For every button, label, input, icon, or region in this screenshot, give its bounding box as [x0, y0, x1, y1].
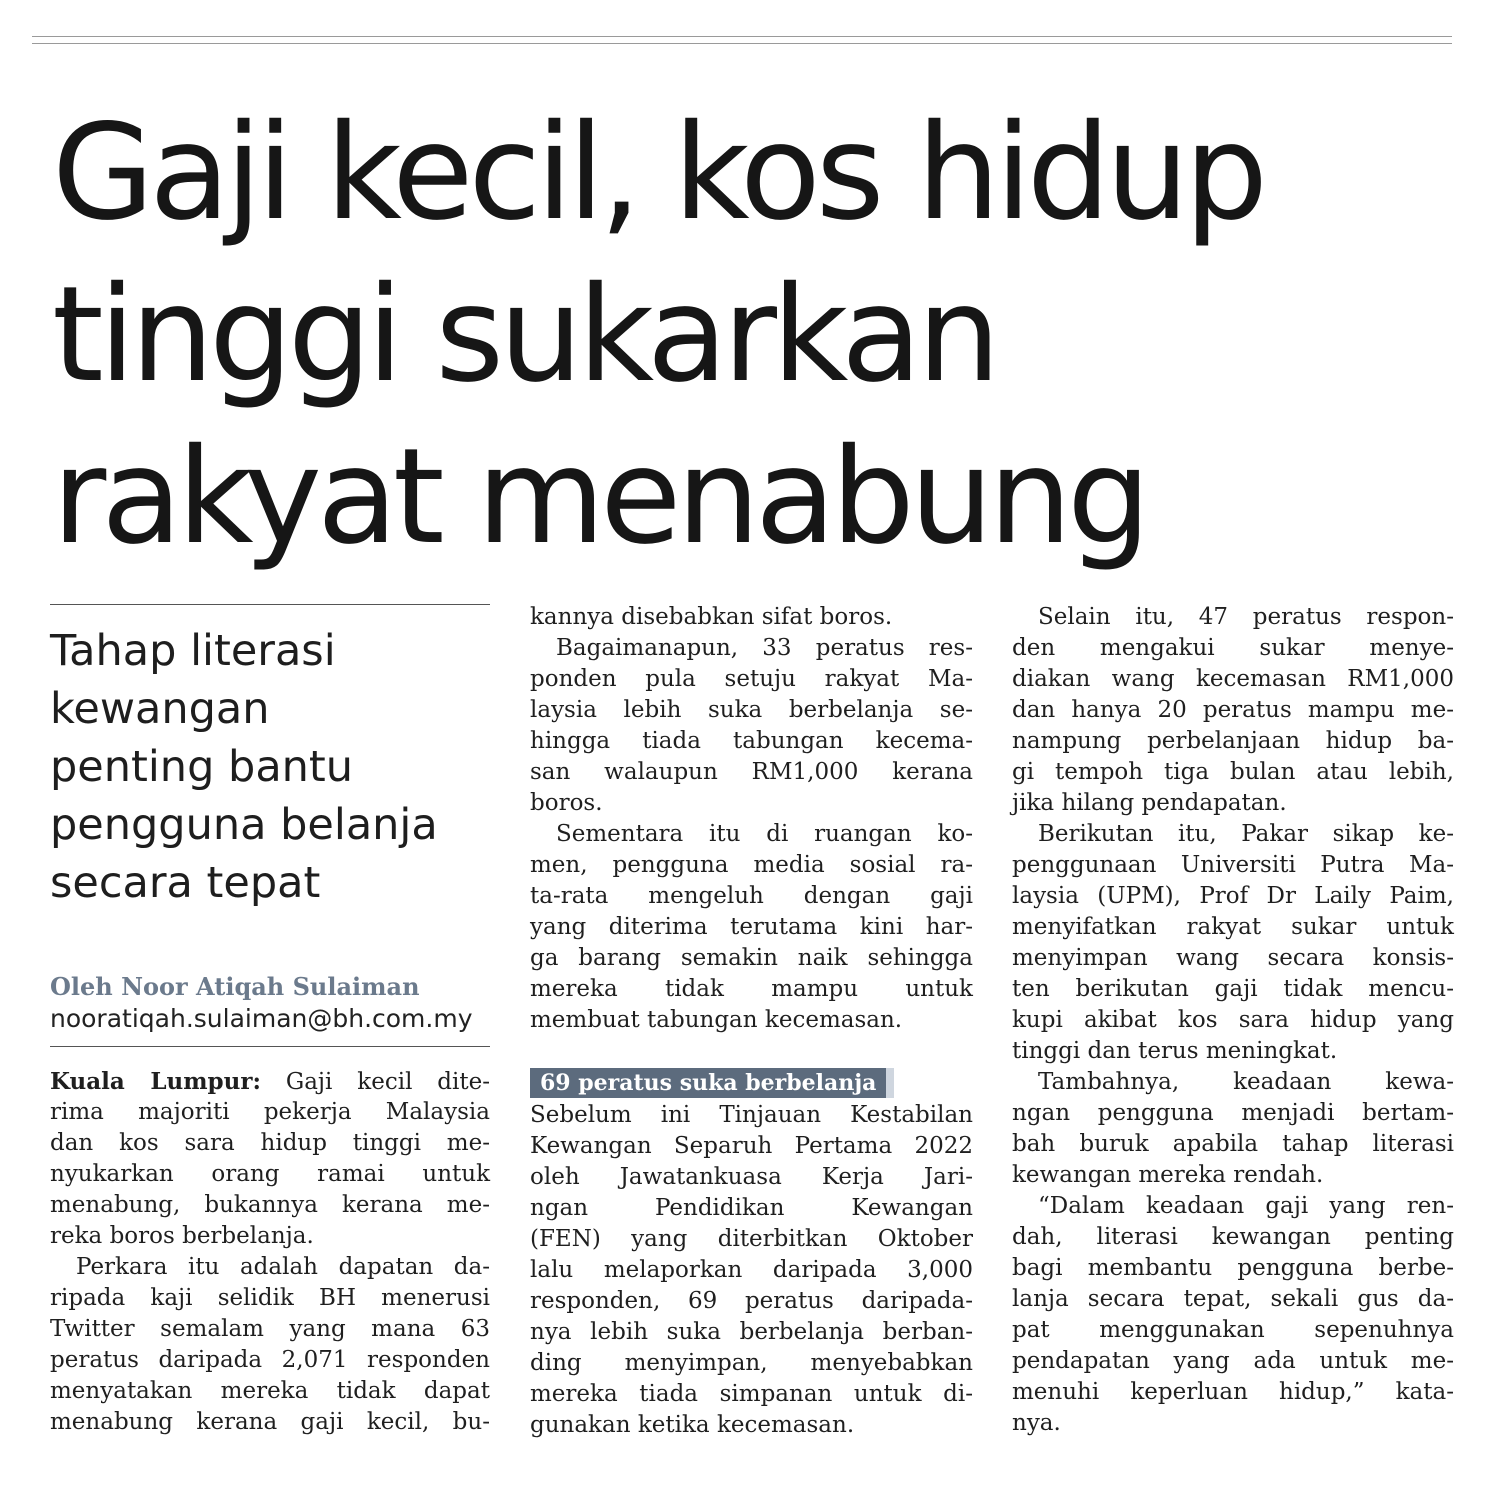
body-line: “Dalam keadaan gaji yang ren-	[1038, 1193, 1454, 1219]
body-line: ngan Pendidikan Kewangan	[530, 1195, 973, 1221]
body-line: reka boros berbelanja.	[50, 1223, 314, 1249]
body-line: mereka tidak mampu untuk	[530, 976, 973, 1002]
body-line: (FEN) yang diterbitkan Oktober	[530, 1226, 973, 1252]
body-line: hingga tiada tabungan kecema-	[530, 728, 973, 754]
body-column-3	[1012, 602, 1454, 1439]
body-line: Bagaimanapun, 33 peratus res-	[556, 635, 973, 661]
body-line: lalu melaporkan daripada 3,000	[530, 1257, 973, 1283]
body-line: laysia (UPM), Prof Dr Laily Paim,	[1012, 883, 1454, 909]
deck-line: penting bantu	[50, 742, 354, 792]
headline-line: tinggi sukarkan	[52, 258, 996, 412]
top-rule	[32, 36, 1452, 44]
body-line: nyukarkan orang ramai untuk	[50, 1161, 490, 1187]
body-line: bagi membantu pengguna berbe-	[1012, 1255, 1454, 1281]
body-line: menyatakan mereka tidak dapat	[50, 1378, 490, 1404]
body-line: boros.	[530, 790, 603, 816]
body-line: Selain itu, 47 peratus respon-	[1038, 604, 1454, 630]
body-line: ponden pula setuju rakyat Ma-	[530, 666, 973, 692]
body-line: pat menggunakan sepenuhnya	[1012, 1317, 1454, 1343]
body-line: dan kos sara hidup tinggi me-	[50, 1130, 490, 1156]
deck-line: secara tepat	[50, 858, 321, 908]
body-column-2-bottom	[530, 1100, 973, 1441]
deck	[50, 622, 490, 912]
body-line: ga barang semakin naik sehingga	[530, 945, 973, 971]
body-line: kupi akibat kos sara hidup yang	[1012, 1007, 1454, 1033]
body-line: Kuala Lumpur: Gaji kecil dite-	[50, 1068, 490, 1095]
body-line: Twitter semalam yang mana 63	[50, 1316, 490, 1342]
body-line: den mengakui sukar menye-	[1012, 635, 1454, 661]
headline	[52, 92, 1472, 578]
body-line: Berikutan itu, Pakar sikap ke-	[1038, 821, 1454, 847]
body-line: menyimpan wang secara konsis-	[1012, 945, 1454, 971]
headline-line: rakyat menabung	[52, 420, 1146, 574]
body-line: menuhi keperluan hidup,” kata-	[1012, 1379, 1454, 1405]
headline-line: Gaji kecil, kos hidup	[52, 96, 1264, 250]
section-subhead: 69 peratus suka berbelanja	[530, 1068, 894, 1098]
body-line: dah, literasi kewangan penting	[1012, 1224, 1454, 1250]
body-line: ripada kaji selidik BH menerusi	[50, 1285, 490, 1311]
body-line: san walaupun RM1,000 kerana	[530, 759, 973, 785]
body-line: Sebelum ini Tinjauan Kestabilan	[530, 1102, 973, 1128]
body-line: nya lebih suka berbelanja berban-	[530, 1319, 973, 1345]
body-line: diakan wang kecemasan RM1,000	[1012, 666, 1454, 692]
deck-line: pengguna belanja	[50, 800, 438, 850]
body-line: gi tempoh tiga bulan atau lebih,	[1012, 759, 1454, 785]
body-line: ding menyimpan, menyebabkan	[530, 1350, 973, 1376]
body-line: Kewangan Separuh Pertama 2022	[530, 1133, 973, 1159]
byline-email: nooratiqah.sulaiman@bh.com.my	[50, 1004, 473, 1033]
body-line: nya.	[1012, 1410, 1061, 1436]
body-line: responden, 69 peratus daripada-	[530, 1288, 973, 1314]
body-line: penggunaan Universiti Putra Ma-	[1012, 852, 1454, 878]
body-column-2-top	[530, 602, 973, 1036]
body-line: yang diterima terutama kini har-	[530, 914, 973, 940]
body-line: men, pengguna media sosial ra-	[530, 852, 973, 878]
body-line: kewangan mereka rendah.	[1012, 1162, 1324, 1188]
body-line: ten berikutan gaji tidak mencu-	[1012, 976, 1454, 1002]
body-line: tinggi dan terus meningkat.	[1012, 1038, 1338, 1064]
body-line: pendapatan yang ada untuk me-	[1012, 1348, 1454, 1374]
dateline: Kuala Lumpur:	[50, 1068, 261, 1095]
body-line: jika hilang pendapatan.	[1012, 790, 1287, 816]
body-line: lanja secara tepat, sekali gus da-	[1012, 1286, 1454, 1312]
body-line: menabung, bukannya kerana me-	[50, 1192, 490, 1218]
body-line: gunakan ketika kecemasan.	[530, 1412, 855, 1438]
body-line: membuat tabungan kecemasan.	[530, 1007, 903, 1033]
body-line: nampung perbelanjaan hidup ba-	[1012, 728, 1454, 754]
body-line: menyifatkan rakyat sukar untuk	[1012, 914, 1454, 940]
body-line: Sementara itu di ruangan ko-	[556, 821, 973, 847]
body-line: kannya disebabkan sifat boros.	[530, 604, 893, 630]
byline-author: Oleh Noor Atiqah Sulaiman	[50, 972, 420, 1001]
body-column-1	[50, 1066, 490, 1438]
body-line: ngan pengguna menjadi bertam-	[1012, 1100, 1454, 1126]
body-line: dan hanya 20 peratus mampu me-	[1012, 697, 1454, 723]
deck-rule	[50, 604, 490, 605]
body-line: Perkara itu adalah dapatan da-	[76, 1254, 490, 1280]
body-line: mereka tiada simpanan untuk di-	[530, 1381, 973, 1407]
body-line: peratus daripada 2,071 responden	[50, 1347, 490, 1373]
body-line: laysia lebih suka berbelanja se-	[530, 697, 973, 723]
body-line: Tambahnya, keadaan kewa-	[1038, 1069, 1454, 1095]
body-line: oleh Jawatankuasa Kerja Jari-	[530, 1164, 973, 1190]
body-line: menabung kerana gaji kecil, bu-	[50, 1409, 490, 1435]
deck-line: kewangan	[50, 684, 270, 734]
byline-rule	[50, 1046, 490, 1047]
body-line: bah buruk apabila tahap literasi	[1012, 1131, 1454, 1157]
deck-line: Tahap literasi	[50, 626, 336, 676]
body-line: ta-rata mengeluh dengan gaji	[530, 883, 973, 909]
body-line: rima majoriti pekerja Malaysia	[50, 1099, 490, 1125]
